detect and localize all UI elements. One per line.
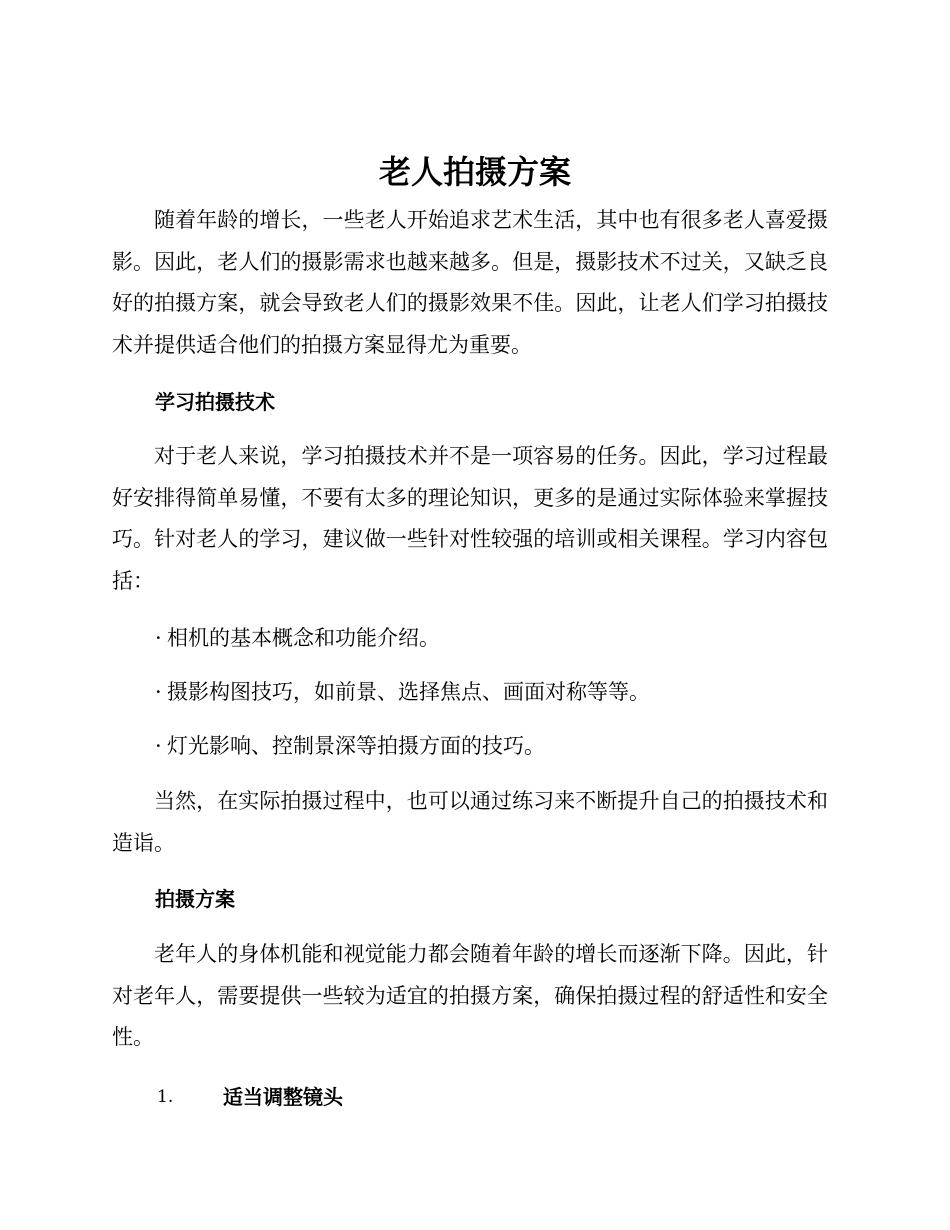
section-heading-plan: 拍摄方案 xyxy=(155,887,235,911)
item-number: 1. xyxy=(157,1087,174,1107)
learning-closing-paragraph: 当然，在实际拍摄过程中，也可以通过练习来不断提升自己的拍摄技术和造诣。 xyxy=(112,789,828,855)
numbered-item xyxy=(155,1082,555,1112)
bullet-icon: · xyxy=(155,626,162,650)
bullet-text: 摄影构图技巧，如前景、选择焦点、画面对称等等。 xyxy=(167,680,650,704)
plan-paragraph: 老年人的身体机能和视觉能力都会随着年龄的增长而逐渐下降。因此，针对老年人，需要提供一些较为适宜的拍摄方案，确保拍摄过程的舒适性和安全性。 xyxy=(112,942,828,1049)
document-title: 老人拍摄方案 xyxy=(378,153,571,191)
bullet-text: 相机的基本概念和功能介绍。 xyxy=(167,626,440,650)
learning-paragraph: 对于老人来说，学习拍摄技术并不是一项容易的任务。因此，学习过程最好安排得简单易懂，不要有太多的理论知识，更多的是通过实际体验来掌握技巧。针对老人的学习，建议做一些针对性较强的培训或相关课程。学习内容包括： xyxy=(112,444,828,593)
list-item xyxy=(155,731,545,761)
bullet-icon: · xyxy=(155,734,162,758)
intro-paragraph: 随着年龄的增长，一些老人开始追求艺术生活，其中也有很多老人喜爱摄影。因此，老人们的摄影需求也越来越多。但是，摄影技术不过关，又缺乏良好的拍摄方案，就会导致老人们的摄影效果不佳。因此，让老人们学习拍摄技术并提供适合他们的拍摄方案显得尤为重要。 xyxy=(112,208,828,357)
section-heading-learning: 学习拍摄技术 xyxy=(155,390,275,414)
bullet-icon: · xyxy=(155,680,162,704)
list-item xyxy=(155,623,440,653)
bullet-text: 灯光影响、控制景深等拍摄方面的技巧。 xyxy=(167,734,545,758)
list-item xyxy=(155,677,650,707)
item-heading: 适当调整镜头 xyxy=(223,1085,343,1109)
